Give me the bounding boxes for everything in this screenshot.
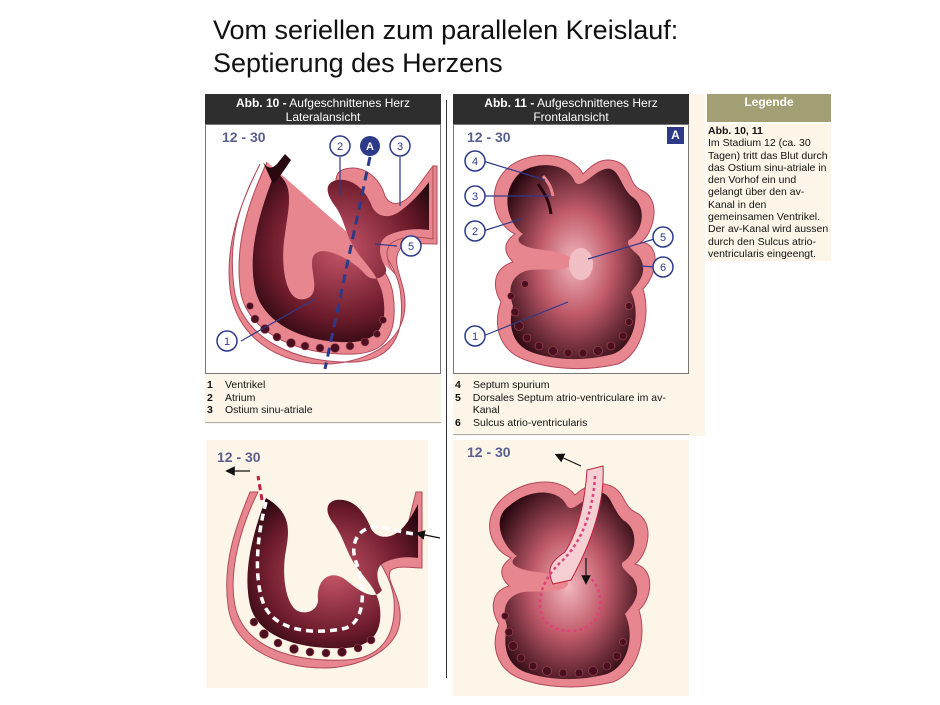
caption-number: 5 <box>455 391 461 404</box>
fig10-caption-row <box>207 404 439 417</box>
fig10-caption-divider <box>205 422 441 423</box>
title-line-2: Septierung des Herzens <box>213 48 503 78</box>
fig11-stage: 12 - 30 <box>467 129 511 145</box>
fig10-caption <box>207 379 439 417</box>
bottom-right-heart-diagram <box>453 440 689 696</box>
fig10-caption-row <box>207 392 439 405</box>
fig10-caption-row <box>207 379 439 392</box>
fig11-header-view: Frontalansicht <box>533 110 609 124</box>
fig10-header <box>205 94 441 124</box>
bottom-left-heart-diagram <box>206 440 446 688</box>
fig11-label-1: 1 <box>471 331 479 343</box>
fig10-label-1: 1 <box>223 336 231 348</box>
legend-heading: Abb. 10, 11 <box>708 125 763 137</box>
fig11-marker-A: A <box>667 127 684 144</box>
caption-text: Sulcus atrio-ventricularis <box>473 416 588 429</box>
caption-number: 3 <box>207 404 213 416</box>
caption-number: 2 <box>207 391 213 404</box>
legend-header: Legende <box>707 94 831 122</box>
fig11-caption <box>455 379 689 429</box>
fig11-caption-row <box>455 417 689 430</box>
fig10-label-5: 5 <box>407 241 415 253</box>
caption-text: Ostium sinu-atriale <box>225 404 313 416</box>
caption-text: Ventrikel <box>225 379 266 391</box>
fig10-marker-A: A <box>366 141 374 153</box>
legend-body <box>707 124 831 261</box>
fig10-header-abb: Abb. 10 - <box>235 96 287 110</box>
fig11-label-3: 3 <box>471 191 479 203</box>
bl-arrow-in <box>420 534 440 538</box>
fig11-header-abb: Abb. 11 - <box>484 96 535 110</box>
caption-number: 4 <box>455 379 461 391</box>
bottom-right-stage: 12 - 30 <box>467 444 511 460</box>
fig10-label-3: 3 <box>396 141 404 153</box>
fig11-heart-diagram <box>453 124 689 374</box>
fig11-caption-row <box>455 379 689 392</box>
bottom-left-stage: 12 - 30 <box>217 449 261 465</box>
fig11-caption-divider <box>453 434 689 435</box>
fig11-label-6: 6 <box>659 262 667 274</box>
fig11-header-title: Aufgeschnittenes Herz <box>534 96 658 110</box>
fig11-label-2: 2 <box>471 226 479 238</box>
caption-number: 1 <box>207 379 213 391</box>
fig11-av-cushion <box>569 248 593 280</box>
fig10-heart-diagram <box>205 124 441 374</box>
br-arrow-out <box>559 456 581 466</box>
fig11-header <box>453 94 689 124</box>
caption-text: Atrium <box>225 391 256 404</box>
fig11-label-5: 5 <box>659 232 667 244</box>
fig10-label-2: 2 <box>336 141 344 153</box>
fig10-header-view: Lateralansicht <box>285 110 361 124</box>
fig11-caption-row <box>455 392 689 417</box>
legend-text: Im Stadium 12 (ca. 30 Tagen) tritt das Blut durch das Ostium sinu-atriale in den Vorhof ein und gelangt über den av-Kanal in den gemeinsamen Ventrikel. Der av-Kanal wird aussen durch den Sulcus atrio-ventricularis eingeengt. <box>708 137 829 260</box>
center-divider <box>446 100 447 678</box>
title-line-1: Vom seriellen zum parallelen Kreislauf: <box>213 15 679 45</box>
caption-number: 6 <box>455 416 461 429</box>
caption-text: Dorsales Septum atrio-ventriculare im av-Kanal <box>472 391 666 416</box>
slide-title <box>213 14 678 80</box>
caption-text: Septum spurium <box>473 379 550 391</box>
fig10-header-title: Aufgeschnittenes Herz <box>286 96 411 110</box>
fig10-stage: 12 - 30 <box>222 129 266 145</box>
fig11-label-4: 4 <box>471 156 479 168</box>
